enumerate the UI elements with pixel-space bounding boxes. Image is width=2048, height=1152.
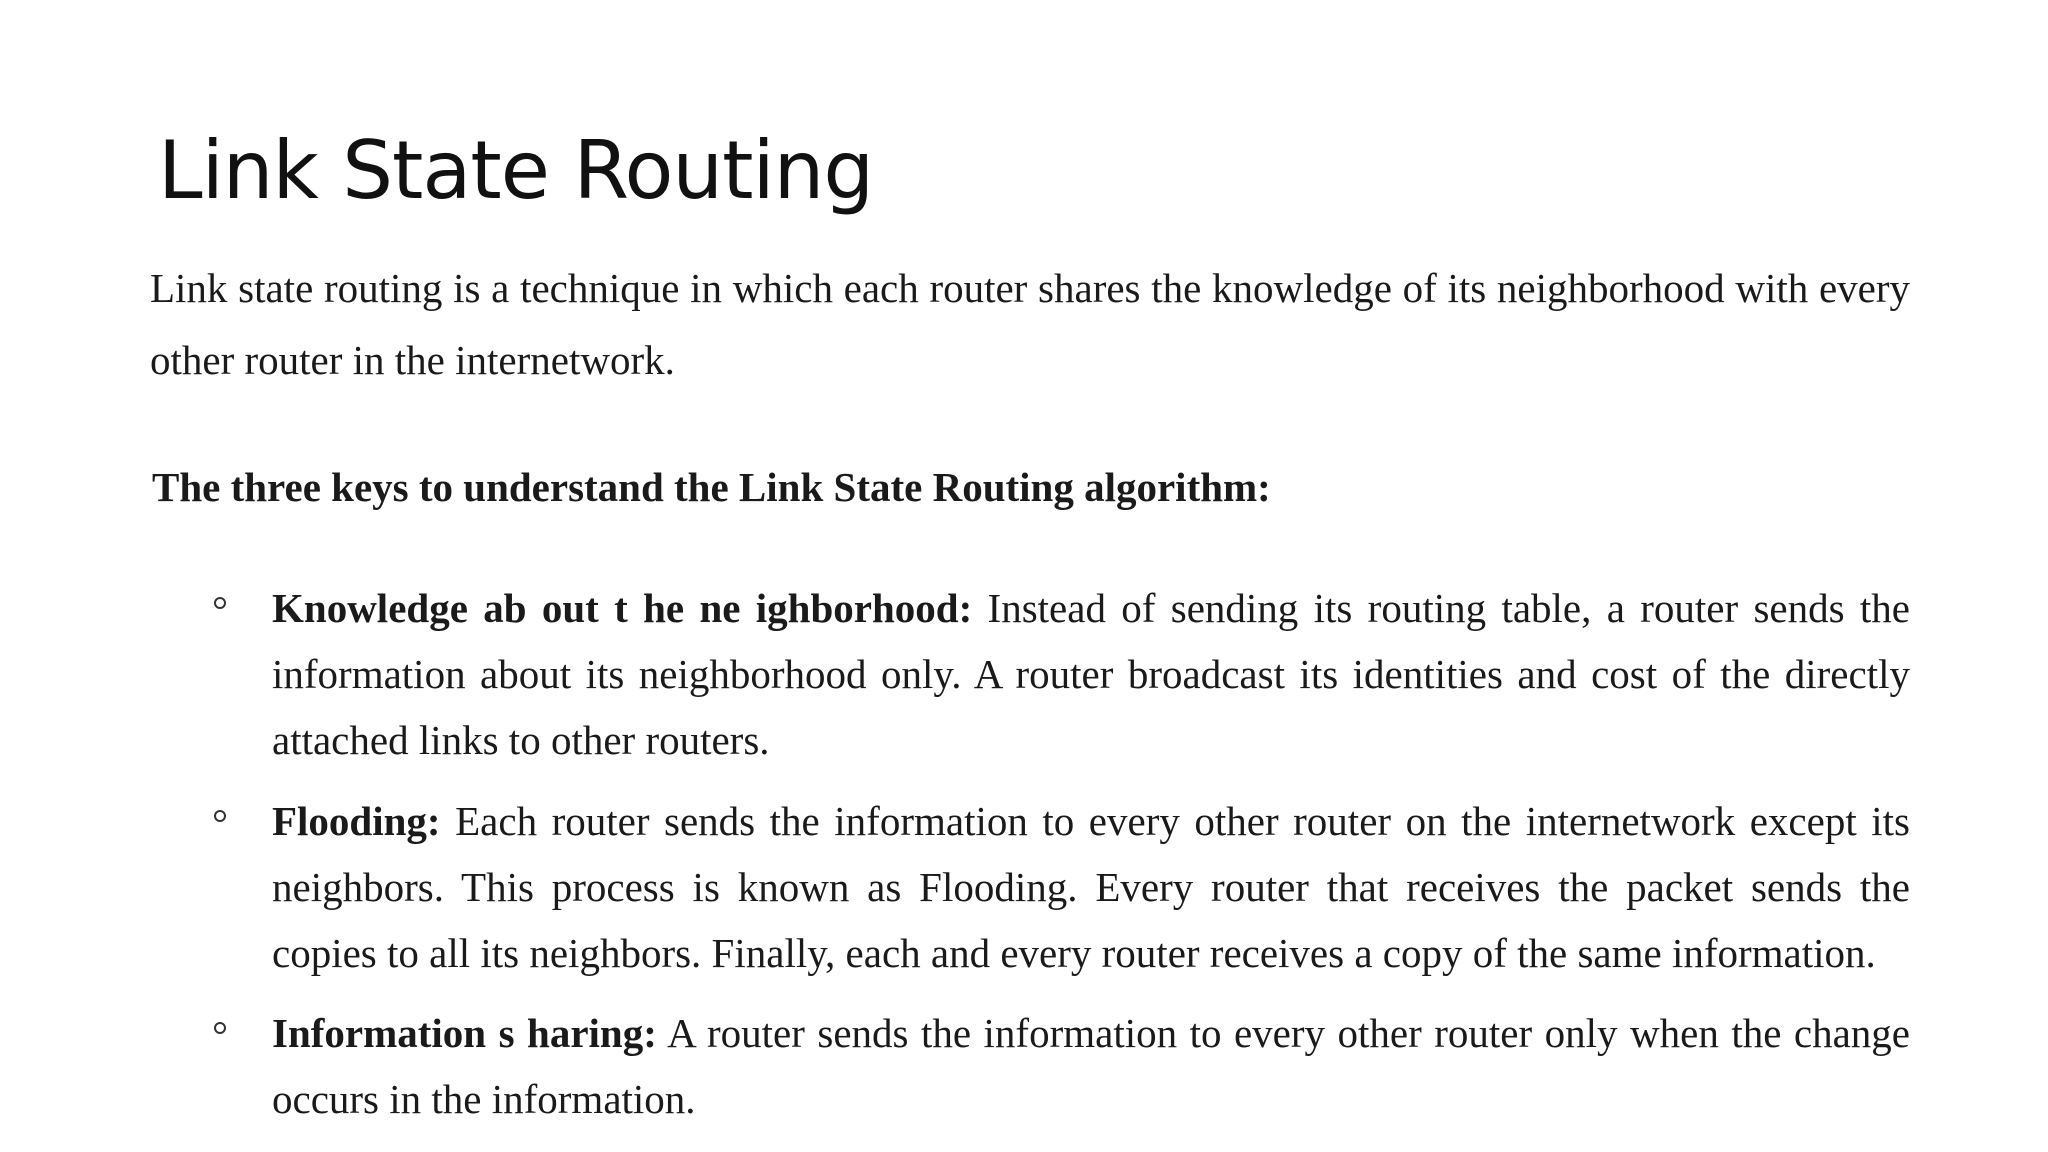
bullet-paragraph: [272, 575, 1910, 773]
bullet-paragraph: [272, 788, 1910, 986]
intro-paragraph: Link state routing is a technique in which each router shares the knowledge of its neighborhood with every other router in the internetwork.: [150, 265, 1910, 383]
bullet-term: Flooding:: [272, 798, 441, 844]
bullet-description: Instead of sending its routing table, a router sends the information about its neighborhood only. A router broadcast its identities and cost of the directly attached links to other routers.: [272, 585, 1910, 763]
bullet-term: Knowledge ab out t he ne ighborhood:: [272, 585, 973, 631]
bullet-paragraph: [272, 1000, 1910, 1132]
circle-bullet-icon: [214, 810, 226, 822]
circle-bullet-icon: [214, 597, 226, 609]
bullet-description: Each router sends the information to every other router on the internetwork except its neighbors. This process is known as Flooding. Every router that receives the packet sends the copies to all its neighbors. Finally, each and every router receives a copy of the same information.: [272, 798, 1910, 976]
bullet-term: Information s haring:: [272, 1010, 657, 1056]
section-heading: The three keys to understand the Link State Routing algorithm:: [152, 464, 1271, 510]
slide-title: Link State Routing: [158, 124, 874, 217]
bullet-description: A router sends the information to every other router only when the change occurs in the information.: [272, 1010, 1910, 1122]
circle-bullet-icon: [214, 1022, 226, 1034]
